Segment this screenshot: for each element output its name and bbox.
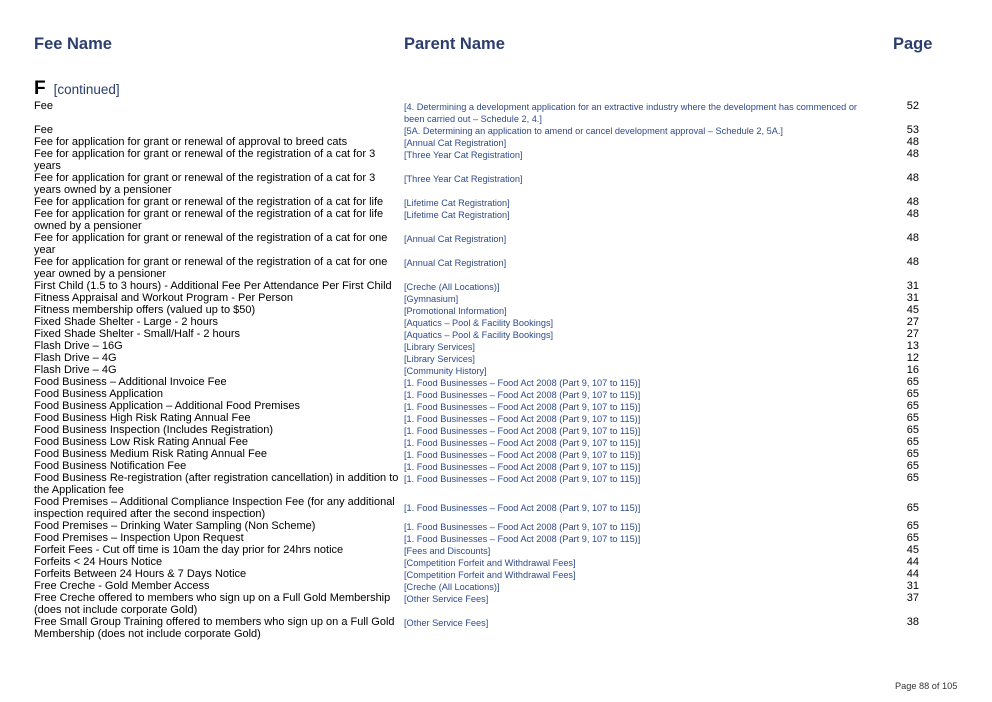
fee-name-cell: Flash Drive – 4G xyxy=(34,352,117,364)
page-number-cell: 65 xyxy=(906,424,919,436)
table-row xyxy=(0,196,992,208)
parent-name-link: [Competition Forfeit and Withdrawal Fees] xyxy=(404,558,576,568)
fee-name-cell: Food Business Re-registration (after registration cancellation) in addition to the Application fee xyxy=(34,472,399,497)
page-number-cell: 44 xyxy=(906,568,919,580)
parent-name-link: [Aquatics – Pool & Facility Bookings] xyxy=(404,330,554,340)
fee-name-cell: Fee for application for grant or renewal of the registration of a cat for 3 years xyxy=(34,148,376,173)
parent-name-link: [1. Food Businesses – Food Act 2008 (Part 9, 107 to 115)] xyxy=(404,503,641,513)
fee-name-cell: Food Business Inspection (Includes Registration) xyxy=(34,424,274,436)
parent-name-link: [1. Food Businesses – Food Act 2008 (Part 9, 107 to 115)] xyxy=(404,438,641,448)
page-number-cell: 65 xyxy=(906,472,919,484)
table-row xyxy=(0,292,992,304)
parent-name-header: Parent Name xyxy=(404,35,505,53)
parent-name-link: [Three Year Cat Registration] xyxy=(404,174,523,184)
fee-name-cell: Food Business Notification Fee xyxy=(34,460,187,472)
page-number-cell: 65 xyxy=(906,502,919,514)
page-number-cell: 27 xyxy=(906,316,919,328)
fee-name-cell: Fee xyxy=(34,124,53,136)
table-row xyxy=(0,364,992,376)
parent-name-link: [1. Food Businesses – Food Act 2008 (Part 9, 107 to 115)] xyxy=(404,426,641,436)
page-number-cell: 31 xyxy=(906,580,919,592)
table-row xyxy=(0,376,992,388)
parent-name-link: [1. Food Businesses – Food Act 2008 (Part 9, 107 to 115)] xyxy=(404,474,641,484)
parent-name-link: [Promotional Information] xyxy=(404,306,507,316)
parent-name-link: [Fees and Discounts] xyxy=(404,546,491,556)
parent-name-link: [Library Services] xyxy=(404,342,475,352)
page-number-footer: Page 88 of 105 xyxy=(895,681,958,691)
page-number-cell: 65 xyxy=(906,436,919,448)
fee-name-cell: Free Creche - Gold Member Access xyxy=(34,580,210,592)
parent-name-link: [Creche (All Locations)] xyxy=(404,282,500,292)
table-row xyxy=(0,460,992,472)
fee-name-cell: Flash Drive – 4G xyxy=(34,364,117,376)
table-row xyxy=(0,136,992,148)
table-row xyxy=(0,580,992,592)
page-number-cell: 12 xyxy=(906,352,919,364)
fee-name-cell: Food Business Application – Additional Food Premises xyxy=(34,400,300,412)
page-number-cell: 48 xyxy=(906,136,919,148)
parent-name-link: [Three Year Cat Registration] xyxy=(404,150,523,160)
page-number-cell: 65 xyxy=(906,388,919,400)
fee-name-cell: Free Small Group Training offered to members who sign up on a Full Gold Membership (does not include corporate Gold) xyxy=(34,616,395,641)
table-row xyxy=(0,592,992,616)
fee-name-cell: First Child (1.5 to 3 hours) - Additional Fee Per Attendance Per First Child xyxy=(34,280,392,292)
page-number-cell: 48 xyxy=(906,232,919,244)
fee-name-cell: Forfeits < 24 Hours Notice xyxy=(34,556,163,568)
page-number-cell: 31 xyxy=(906,292,919,304)
table-row xyxy=(0,352,992,364)
table-row xyxy=(0,412,992,424)
fee-name-cell: Food Business Low Risk Rating Annual Fee xyxy=(34,436,249,448)
table-row xyxy=(0,124,992,136)
table-row xyxy=(0,520,992,532)
fee-name-cell: Forfeit Fees - Cut off time is 10am the day prior for 24hrs notice xyxy=(34,544,344,556)
table-row xyxy=(0,280,992,292)
parent-name-link: [Other Service Fees] xyxy=(404,594,489,604)
table-row xyxy=(0,304,992,316)
page-number-cell: 52 xyxy=(906,100,919,112)
table-row xyxy=(0,208,992,232)
fee-name-cell: Fee for application for grant or renewal of the registration of a cat for one year xyxy=(34,232,388,257)
fee-name-cell: Fee for application for grant or renewal of the registration of a cat for life owned by a pensioner xyxy=(34,208,384,233)
parent-name-link: [Other Service Fees] xyxy=(404,618,489,628)
fee-name-cell: Fee xyxy=(34,100,53,112)
fee-name-cell: Food Business – Additional Invoice Fee xyxy=(34,376,227,388)
fee-name-cell: Fixed Shade Shelter - Small/Half - 2 hours xyxy=(34,328,241,340)
parent-name-link: [Annual Cat Registration] xyxy=(404,234,507,244)
fee-name-cell: Fitness membership offers (valued up to $50) xyxy=(34,304,256,316)
table-row xyxy=(0,340,992,352)
table-row xyxy=(0,400,992,412)
table-row xyxy=(0,388,992,400)
parent-name-link: [1. Food Businesses – Food Act 2008 (Part 9, 107 to 115)] xyxy=(404,378,641,388)
page-number-cell: 65 xyxy=(906,520,919,532)
table-row xyxy=(0,436,992,448)
parent-name-link: [Aquatics – Pool & Facility Bookings] xyxy=(404,318,554,328)
table-row xyxy=(0,328,992,340)
table-row xyxy=(0,256,992,280)
parent-name-link: [1. Food Businesses – Food Act 2008 (Part 9, 107 to 115)] xyxy=(404,414,641,424)
parent-name-link: [Lifetime Cat Registration] xyxy=(404,198,510,208)
parent-name-link: [Annual Cat Registration] xyxy=(404,258,507,268)
page-number-cell: 13 xyxy=(906,340,919,352)
fee-name-cell: Fixed Shade Shelter - Large - 2 hours xyxy=(34,316,219,328)
fee-name-cell: Fee for application for grant or renewal of the registration of a cat for one year owned by a pensioner xyxy=(34,256,388,281)
page-number-cell: 45 xyxy=(906,544,919,556)
fee-name-cell: Food Business High Risk Rating Annual Fee xyxy=(34,412,251,424)
table-row xyxy=(0,424,992,436)
page-number-cell: 48 xyxy=(906,172,919,184)
page-number-cell: 48 xyxy=(906,208,919,220)
table-row xyxy=(0,472,992,496)
fee-name-cell: Fee for application for grant or renewal of approval to breed cats xyxy=(34,136,348,148)
parent-name-link: [1. Food Businesses – Food Act 2008 (Part 9, 107 to 115)] xyxy=(404,522,641,532)
fee-index-table xyxy=(0,100,992,640)
fee-name-cell: Food Business Application xyxy=(34,388,164,400)
section-heading xyxy=(34,78,120,100)
page-number-cell: 27 xyxy=(906,328,919,340)
parent-name-link: [1. Food Businesses – Food Act 2008 (Part 9, 107 to 115)] xyxy=(404,402,641,412)
table-row xyxy=(0,568,992,580)
fee-name-cell: Forfeits Between 24 Hours & 7 Days Notice xyxy=(34,568,247,580)
page-number-cell: 65 xyxy=(906,412,919,424)
parent-name-link: [1. Food Businesses – Food Act 2008 (Part 9, 107 to 115)] xyxy=(404,534,641,544)
table-row xyxy=(0,532,992,544)
page-number-cell: 37 xyxy=(906,592,919,604)
parent-name-link: [1. Food Businesses – Food Act 2008 (Part 9, 107 to 115)] xyxy=(404,390,641,400)
fee-name-cell: Food Premises – Inspection Upon Request xyxy=(34,532,244,544)
fee-name-cell: Food Business Medium Risk Rating Annual Fee xyxy=(34,448,267,460)
page-number-cell: 48 xyxy=(906,148,919,160)
table-row xyxy=(0,556,992,568)
table-row xyxy=(0,496,992,520)
fee-name-header: Fee Name xyxy=(34,35,112,53)
fee-name-cell: Food Premises – Drinking Water Sampling (Non Scheme) xyxy=(34,520,316,532)
fee-name-cell: Fee for application for grant or renewal of the registration of a cat for 3 years owned by a pensioner xyxy=(34,172,376,197)
page-number-cell: 44 xyxy=(906,556,919,568)
table-row xyxy=(0,100,992,124)
parent-name-link: [4. Determining a development application for an extractive industry where the development has commenced or been carried out – Schedule 2, 4.] xyxy=(404,102,857,125)
table-row xyxy=(0,172,992,196)
page-number-cell: 16 xyxy=(906,364,919,376)
page-number-cell: 48 xyxy=(906,256,919,268)
table-row xyxy=(0,148,992,172)
parent-name-link: [Library Services] xyxy=(404,354,475,364)
parent-name-link: [Annual Cat Registration] xyxy=(404,138,507,148)
table-row xyxy=(0,232,992,256)
section-continued: [continued] xyxy=(53,82,120,97)
page-number-cell: 53 xyxy=(906,124,919,136)
table-row xyxy=(0,316,992,328)
page-number-cell: 65 xyxy=(906,448,919,460)
page-number-cell: 65 xyxy=(906,532,919,544)
parent-name-link: [5A. Determining an application to amend or cancel development approval – Schedule 2, 5A.] xyxy=(404,126,783,136)
parent-name-link: [Community History] xyxy=(404,366,487,376)
section-letter: F xyxy=(34,78,46,99)
parent-name-link: [Competition Forfeit and Withdrawal Fees] xyxy=(404,570,576,580)
page-number-cell: 48 xyxy=(906,196,919,208)
page-number-cell: 45 xyxy=(906,304,919,316)
parent-name-link: [Gymnasium] xyxy=(404,294,459,304)
table-row xyxy=(0,448,992,460)
parent-name-link: [Creche (All Locations)] xyxy=(404,582,500,592)
table-row xyxy=(0,544,992,556)
page-number-cell: 31 xyxy=(906,280,919,292)
page-number-cell: 65 xyxy=(906,400,919,412)
page-number-cell: 38 xyxy=(906,616,919,628)
parent-name-link: [1. Food Businesses – Food Act 2008 (Part 9, 107 to 115)] xyxy=(404,450,641,460)
fee-name-cell: Food Premises – Additional Compliance Inspection Fee (for any additional inspection required after the second inspection) xyxy=(34,496,395,521)
parent-name-link: [Lifetime Cat Registration] xyxy=(404,210,510,220)
fee-name-cell: Free Creche offered to members who sign up on a Full Gold Membership (does not include corporate Gold) xyxy=(34,592,391,617)
page-number-cell: 65 xyxy=(906,460,919,472)
table-row xyxy=(0,616,992,640)
fee-name-cell: Fitness Appraisal and Workout Program - Per Person xyxy=(34,292,294,304)
page-header: Page xyxy=(893,35,933,53)
page-number-cell: 65 xyxy=(906,376,919,388)
parent-name-link: [1. Food Businesses – Food Act 2008 (Part 9, 107 to 115)] xyxy=(404,462,641,472)
fee-name-cell: Fee for application for grant or renewal of the registration of a cat for life xyxy=(34,196,384,208)
fee-name-cell: Flash Drive – 16G xyxy=(34,340,123,352)
